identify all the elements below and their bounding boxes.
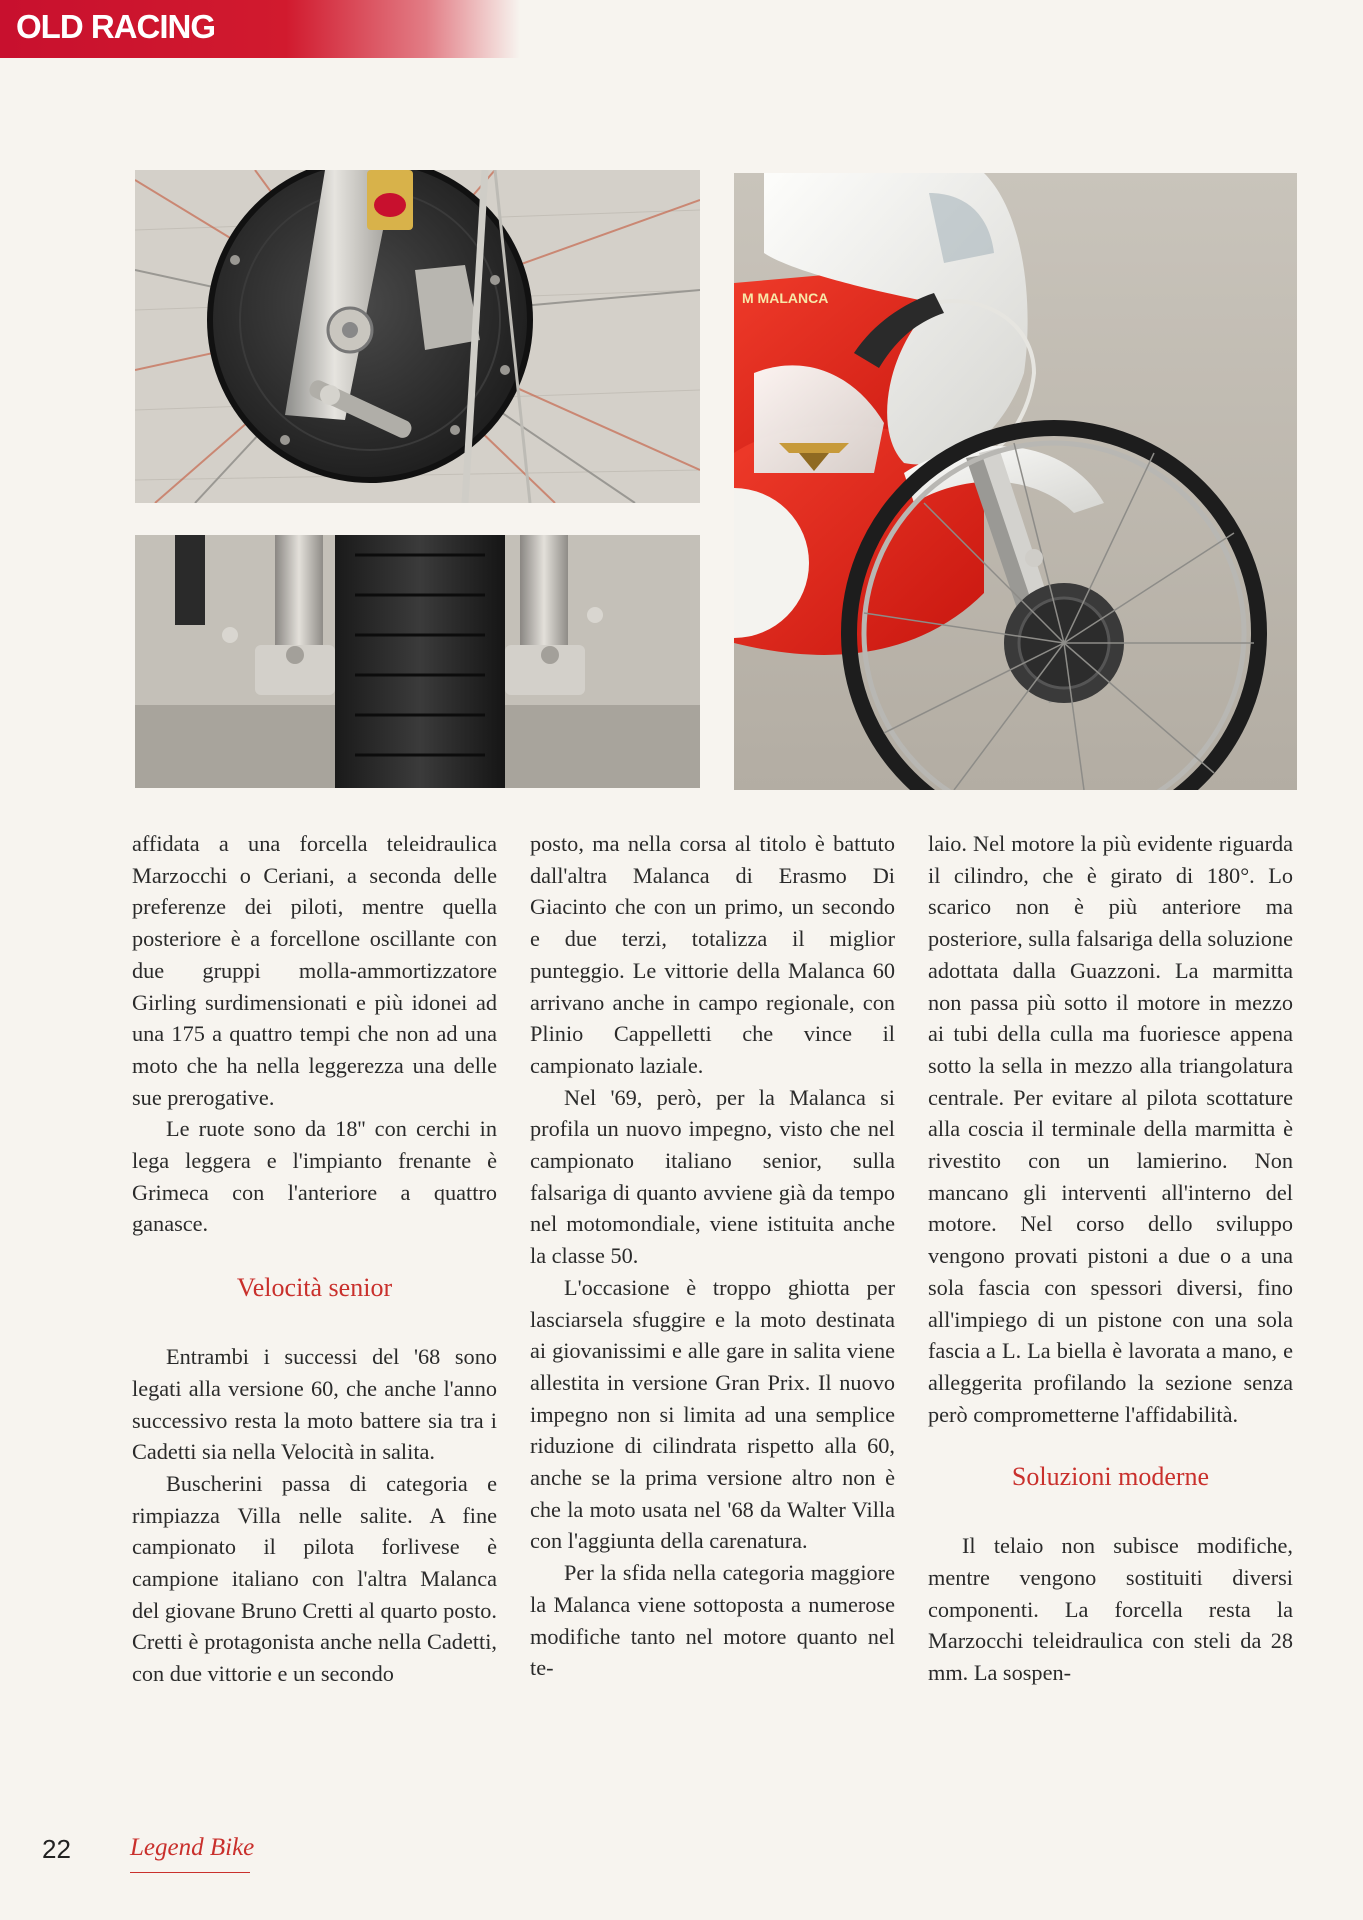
article-column-1 (132, 828, 497, 1690)
paragraph: Nel '69, però, per la Malanca si profila un nuovo impegno, visto che nel campionato italiano senior, sulla falsariga di quanto avviene già da tempo nel motomondiale, viene istituita anche la classe 50. (530, 1084, 895, 1269)
footer-rule (130, 1872, 250, 1873)
photo-fork-front-view (135, 535, 700, 788)
paragraph: L'occasione è troppo ghiotta per lasciarsela sfuggire e la moto destinata ai giovanissimi e alle gare in salita viene allestita in versione Gran Prix. Il nuovo impegno non si limita ad una semplice riduzione di cilindrata rispetto alla 60, anche se la prima versione altro non è che la moto usata nel '68 da Walter Villa con l'aggiunta della carenatura. (530, 1274, 895, 1554)
paragraph: posto, ma nella corsa al titolo è battuto dall'altra Malanca di Erasmo Di Giacinto che con un primo, un secondo e due terzi, totalizza il miglior punteggio. Le vittorie della Malanca 60 arrivano anche in campo regionale, con Plinio Cappelletti che vince il campionato laziale. (530, 831, 895, 1078)
article-column-2 (530, 828, 895, 1684)
section-heading: Soluzioni moderne (1011, 1462, 1210, 1492)
paragraph: Il telaio non subisce modifiche, mentre vengono sostituiti diversi componenti. La forcella resta la Marzocchi teleidraulica con steli da 28 mm. La sospen- (928, 1533, 1293, 1686)
article-column-3 (928, 828, 1293, 1689)
magazine-name: Legend Bike (130, 1834, 255, 1861)
photo-front-brake (135, 170, 700, 503)
section-label: OLD RACING (16, 8, 215, 45)
paragraph: Entrambi i successi del '68 sono legati alla versione 60, che anche l'anno successivo resta la moto battere sia tra i Cadetti sia nella Velocità in salita. (132, 1344, 497, 1465)
paragraph: laio. Nel motore la più evidente riguarda il cilindro, che è girato di 180°. Lo scarico non è più anteriore ma posteriore, sulla falsariga della soluzione adottata dalla Guazzoni. La marmitta non passa più sotto il motore in mezzo ai tubi della culla ma fuoriesce appena sotto la sella in mezzo alla triangolatura centrale. Per evitare al pilota scottature alla coscia il terminale della marmitta è rivestito con un lamierino. Non mancano gli interventi all'interno del motore. Nel corso dello sviluppo vengono provati pistoni a due o a una sola fascia con spessori diversi, fino all'impiego di un pistone con una sola fascia a L. La biella è lavorata a mano, e alleggerita profilando la sezione senza però comprometterne l'affidabilità. (928, 831, 1293, 1427)
paragraph: affidata a una forcella teleidraulica Marzocchi o Ceriani, a seconda delle preferenze dei piloti, mentre quella posteriore è a forcellone oscillante con due gruppi molla-ammortizzatore Girling surdimensionati e più idonei ad una 175 a quattro tempi che non ad una moto che ha nella leggerezza una delle sue prerogative. (132, 831, 497, 1110)
section-heading: Velocità senior (236, 1273, 393, 1303)
paragraph: Le ruote sono da 18'' con cerchi in lega leggera e l'impianto frenante è Grimeca con l'anteriore a quattro ganasce. (132, 1116, 497, 1237)
section-banner (0, 0, 520, 58)
paragraph: Buscherini passa di categoria e rimpiazza Villa nelle salite. A fine campionato il pilota forlivese è campione italiano con l'altra Malanca del giovane Bruno Cretti al quarto posto. Cretti è protagonista anche nella Cadetti, con due vittorie e un secondo (132, 1470, 497, 1687)
photo-malanca-racer (734, 173, 1297, 790)
page-number: 22 (42, 1834, 71, 1864)
tank-logo-text: M MALANCA (742, 290, 829, 306)
paragraph: Per la sfida nella categoria maggiore la Malanca viene sottoposta a numerose modifiche tanto nel motore quanto nel te- (530, 1560, 895, 1681)
